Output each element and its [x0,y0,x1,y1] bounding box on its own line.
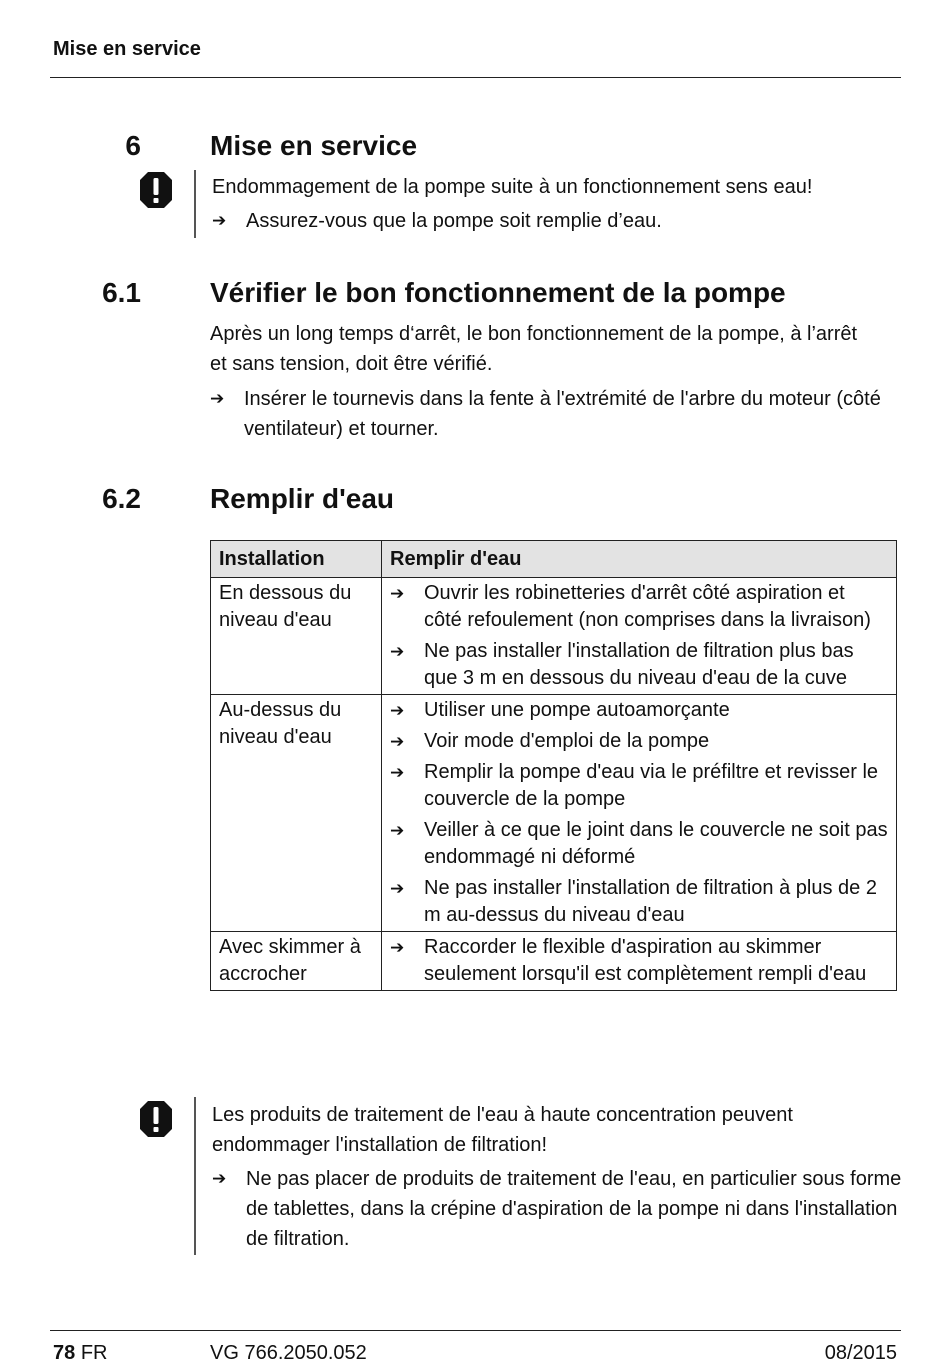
arrow-icon: ➔ [390,938,405,957]
column-header-fill: Remplir d'eau [382,541,897,578]
arrow-icon: ➔ [390,763,405,782]
arrow-icon: ➔ [390,642,405,661]
document-date: 08/2015 [824,1342,897,1364]
table-row [211,578,897,695]
section-6-1-number: 6.1 [102,277,141,308]
warning-text: Endommagement de la pompe suite à un fonctionnement sens eau! [212,176,813,198]
list-item [390,697,888,724]
arrow-icon: ➔ [390,821,405,840]
warning-action [212,206,892,236]
warning-action-text: Ne pas placer de produits de traitement de l'eau, en particulier sous forme de tablettes, dans la crépine d'aspiration de la pompe ni dans l'installation de filtration. [246,1168,902,1250]
exclamation-warning-icon [139,1100,173,1138]
step-text: Ne pas installer l'installation de filtration plus bas que 3 m en dessous du niveau d'eau de la cuve [424,640,854,689]
installation-cell: Avec skimmer à accrocher [211,932,382,991]
warning-action-text: Assurez-vous que la pompe soit remplie d’eau. [246,210,662,232]
section-6-1-title: Vérifier le bon fonctionnement de la pompe [210,277,786,308]
list-item [390,817,888,871]
arrow-icon: ➔ [390,732,405,751]
list-item [390,580,888,634]
list-item [390,875,888,929]
section-6-2-number: 6.2 [102,483,141,514]
section-6-1-paragraph: Après un long temps d‘arrêt, le bon fonctionnement de la pompe, à l’arrêt et sans tension, doit être vérifié. [210,323,858,375]
page-number [53,1342,107,1365]
section-6-1-action [210,384,900,444]
page-language: FR [80,1342,108,1364]
section-6-2-title: Remplir d'eau [210,483,395,514]
footer-rule [50,1330,901,1331]
warning-action [212,1164,902,1254]
steps-cell [382,695,897,932]
fill-water-table [210,540,897,991]
running-header: Mise en service [53,38,201,60]
column-header-installation: Installation [211,541,382,578]
list-item [390,638,888,692]
step-text: Utiliser une pompe autoamorçante [424,699,730,721]
steps-cell [382,578,897,695]
steps-cell [382,932,897,991]
exclamation-warning-icon [139,171,173,209]
step-text: Raccorder le flexible d'aspiration au skimmer seulement lorsqu'il est complètement rempli d'eau [424,936,867,985]
table-row [211,695,897,932]
installation-cell: Au-dessus du niveau d'eau [211,695,382,932]
step-text: Remplir la pompe d'eau via le préfiltre et revisser le couvercle de la pompe [424,761,879,810]
table-row [211,932,897,991]
step-text: Ne pas installer l'installation de filtration à plus de 2 m au-dessus du niveau d'eau [424,877,877,926]
list-item [390,934,888,988]
section-6-number: 6 [125,130,141,161]
step-text: Ouvrir les robinetteries d'arrêt côté aspiration et côté refoulement (non comprises dans la livraison) [424,582,871,631]
section-6-1-action-text: Insérer le tournevis dans la fente à l'extrémité de l'arbre du moteur (côté ventilateur) et tourner. [244,388,881,440]
installation-cell: En dessous du niveau d'eau [211,578,382,695]
section-6-title: Mise en service [210,130,418,161]
warning-bar [194,170,196,238]
arrow-icon: ➔ [210,389,225,408]
list-item [390,728,888,755]
list-item [390,759,888,813]
document-id: VG 766.2050.052 [210,1342,367,1364]
page-number-value: 78 [53,1342,76,1364]
step-text: Voir mode d'emploi de la pompe [424,730,710,752]
warning-text: Les produits de traitement de l'eau à haute concentration peuvent endommager l'installation de filtration! [212,1104,793,1156]
arrow-icon: ➔ [390,701,405,720]
arrow-icon: ➔ [390,584,405,603]
warning-bar [194,1097,196,1255]
arrow-icon: ➔ [212,1169,227,1188]
table-header-row [211,541,897,578]
header-rule [50,77,901,78]
arrow-icon: ➔ [390,879,405,898]
arrow-icon: ➔ [212,211,227,230]
step-text: Veiller à ce que le joint dans le couvercle ne soit pas endommagé ni déformé [424,819,888,868]
